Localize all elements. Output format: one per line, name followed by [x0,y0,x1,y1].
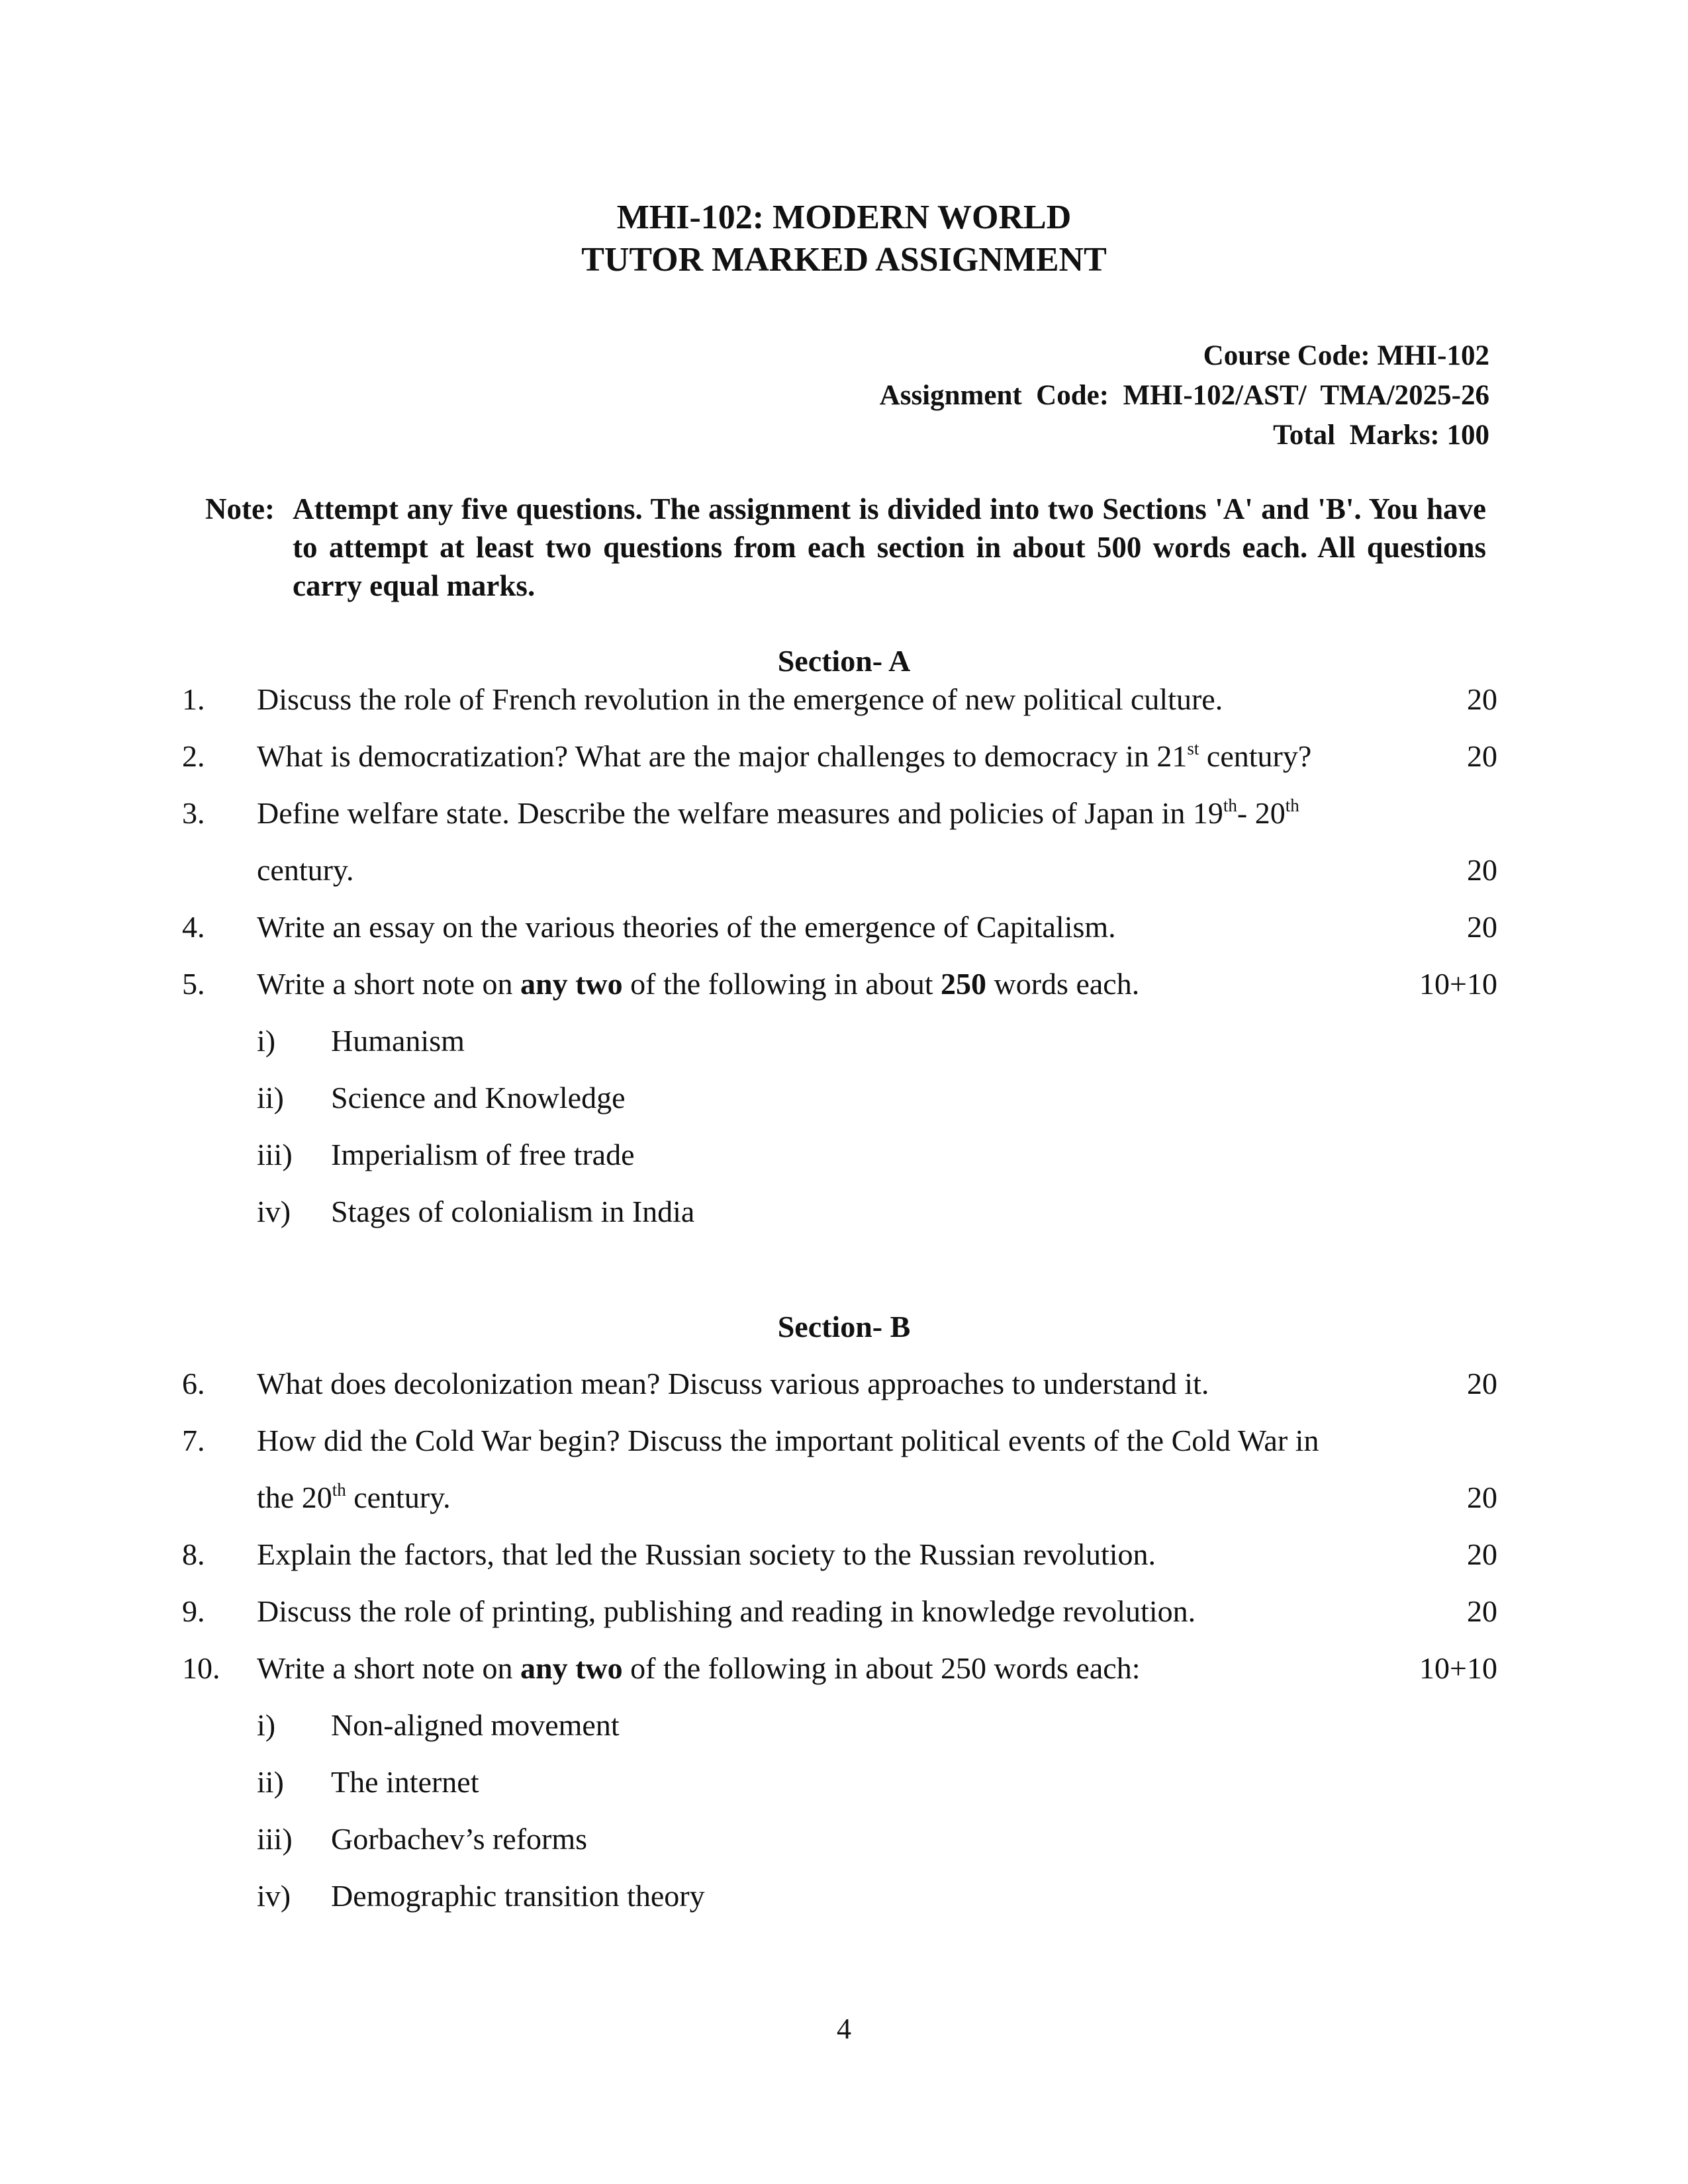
section-b-heading: Section- B [777,1310,911,1343]
question-text: Write a short note on any two of the following in about 250 words each: [257,1651,1141,1685]
option-number: iii) [257,1138,293,1171]
option-number: ii) [257,1765,284,1799]
question-marks: 20 [1467,853,1497,887]
note-label: Note: [205,492,275,525]
question-marks: 20 [1467,1537,1497,1571]
question-marks: 10+10 [1419,967,1497,1001]
question-number: 1. [182,682,205,716]
assignment-code: Assignment Code: MHI-102/AST/ TMA/2025-26 [879,380,1489,411]
question-text: Define welfare state. Describe the welfare measures and policies of Japan in 19th- 20th [257,796,1299,830]
question-number: 6. [182,1367,205,1400]
section-a-heading: Section- A [777,644,911,678]
option-number: iv) [257,1195,291,1228]
question-text: What is democratization? What are the major challenges to democracy in 21st century? [257,739,1312,773]
document-title: MHI-102: MODERN WORLD [616,199,1072,236]
question-number: 10. [182,1651,220,1685]
option-text: Demographic transition theory [331,1879,705,1913]
document-subtitle: TUTOR MARKED ASSIGNMENT [581,241,1107,279]
question-marks: 20 [1467,910,1497,944]
option-number: iii) [257,1822,293,1856]
total-marks: Total Marks: 100 [1273,420,1489,451]
question-number: 5. [182,967,205,1001]
option-text: Gorbachev’s reforms [331,1822,588,1856]
question-text: Write a short note on any two of the following in about 250 words each. [257,967,1140,1001]
option-text: Non-aligned movement [331,1708,620,1742]
option-number: ii) [257,1081,284,1115]
option-number: i) [257,1708,276,1742]
question-text: Explain the factors, that led the Russian society to the Russian revolution. [257,1537,1156,1571]
page-number: 4 [837,2013,851,2045]
option-number: iv) [257,1879,291,1913]
question-number: 2. [182,739,205,773]
question-marks: 20 [1467,739,1497,773]
question-number: 3. [182,796,205,830]
question-marks: 20 [1467,1594,1497,1628]
option-text: The internet [331,1765,479,1799]
note-text: Attempt any five questions. The assignment is divided into two Sections 'A' and 'B'. You have to attempt at least two questions from each section in about 500 words each. All questions carry equal marks. [293,492,1486,602]
question-marks: 10+10 [1419,1651,1497,1685]
option-text: Imperialism of free trade [331,1138,635,1171]
question-marks: 20 [1467,1367,1497,1400]
question-text: Discuss the role of printing, publishing and reading in knowledge revolution. [257,1594,1196,1628]
course-code: Course Code: MHI-102 [1203,340,1489,371]
instructions-note [205,490,1486,609]
option-number: i) [257,1024,276,1058]
question-number: 4. [182,910,205,944]
question-marks: 20 [1467,682,1497,716]
option-text: Humanism [331,1024,465,1058]
question-text-continued: the 20th century. [257,1480,451,1514]
question-number: 7. [182,1424,205,1457]
question-number: 9. [182,1594,205,1628]
question-text: Write an essay on the various theories of the emergence of Capitalism. [257,910,1116,944]
question-text: What does decolonization mean? Discuss various approaches to understand it. [257,1367,1209,1400]
question-text: Discuss the role of French revolution in the emergence of new political culture. [257,682,1223,716]
option-text: Science and Knowledge [331,1081,626,1115]
question-text: How did the Cold War begin? Discuss the important political events of the Cold War in [257,1424,1319,1457]
option-text: Stages of colonialism in India [331,1195,695,1228]
question-number: 8. [182,1537,205,1571]
question-marks: 20 [1467,1480,1497,1514]
question-text-continued: century. [257,853,354,887]
